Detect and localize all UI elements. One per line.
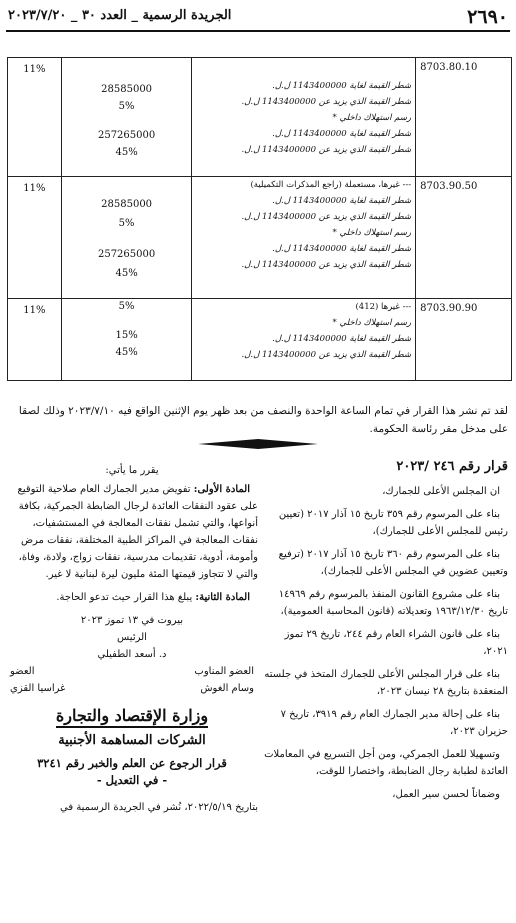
description-cell xyxy=(192,58,416,177)
value-line xyxy=(62,112,192,124)
description-line: شطر القيمة لغاية 1143400000 ل.ل. xyxy=(272,81,412,91)
value-line: 28585000 xyxy=(101,199,153,210)
preamble-line: بناء على المرسوم رقم ٣٦٠ تاريخ ١٥ آذار ٢٠١٧ (ترفيع وتعيين عضوين في المجلس الأعلى للجمارك)، xyxy=(278,549,508,577)
value-line: 28585000 xyxy=(101,84,153,95)
ministry-heading: وزارة الإقتصاد والتجارة xyxy=(55,706,209,725)
values-cell xyxy=(61,299,192,381)
article-2-text: يبلغ هذا القرار حيث تدعو الحاجة. xyxy=(56,592,193,603)
description-line: شطر القيمة لغاية 1143400000 ل.ل. xyxy=(272,196,412,206)
description-line: شطر القيمة الذي يزيد عن 1143400000 ل.ل. xyxy=(241,350,412,360)
tariff-code-cell: 8703.90.90 xyxy=(416,299,512,381)
value-line xyxy=(62,177,192,191)
preamble-line: بناء على المرسوم رقم ٣٥٩ تاريخ ١٥ آذار ٢٠١٧ (تعيين رئيس للمجلس الأعلى للجمارك)، xyxy=(278,509,508,537)
value-line: 45% xyxy=(115,147,138,158)
publication-note: لقد تم نشر هذا القرار في تمام الساعة الواحدة والنصف من بعد ظهر يوم الإثنين الواقع فيه ٢٠٢٣/٧/١٠ وذلك لصقا على مدخل مقر رئاسة الحكومة. xyxy=(18,405,508,435)
value-line: 5% xyxy=(118,301,135,312)
table-row xyxy=(8,58,512,177)
description-line xyxy=(196,61,411,75)
decision-246 xyxy=(262,458,508,809)
value-line xyxy=(62,312,192,324)
decision-subheading: - في التعديل - xyxy=(96,773,168,787)
decision-articles xyxy=(6,462,258,816)
description-line: شطر القيمة لغاية 1143400000 ل.ل. xyxy=(272,334,412,344)
value-line: 45% xyxy=(115,347,138,358)
table-row xyxy=(8,177,512,299)
value-line xyxy=(62,229,192,241)
description-line: --- غيرها، مستعملة (راجع المذكرات التكميلية) xyxy=(250,180,412,190)
description-line: شطر القيمة الذي يزيد عن 1143400000 ل.ل. xyxy=(241,260,412,270)
rate-cell: 11% xyxy=(8,299,62,381)
president-name: د. أسعد الطفيلي xyxy=(97,649,167,660)
preamble-line: بناء على مشروع القانون المنفذ بالمرسوم رقم ١٤٩٦٩ تاريخ ١٩٦٣/١٢/٣٠ وتعديلاته (قانون المحاسبة العمومية)، xyxy=(278,589,508,617)
signatures-titles xyxy=(6,663,258,680)
values-cell xyxy=(61,177,192,299)
preamble-line: وضماناً لحسن سير العمل، xyxy=(392,789,500,800)
description-line: رسم استهلاك داخلي * xyxy=(332,228,412,238)
value-line xyxy=(62,58,192,72)
preamble-line: بناء على قرار المجلس الأعلى للجمارك المتخذ في جلسته المنعقدة بتاريخ ٢٨ نيسان ٢٠٢٣، xyxy=(264,669,508,697)
table-row xyxy=(8,299,512,381)
resolves-heading: يقرر ما يأتي: xyxy=(105,465,159,476)
body-text: بتاريخ ٢٠٢٢/٥/١٩، نُشر في الجريدة الرسمية في xyxy=(60,802,258,813)
value-line: 5% xyxy=(118,101,135,112)
values-cell xyxy=(61,58,192,177)
rate-cell: 11% xyxy=(8,177,62,299)
preamble-line: بناء على قانون الشراء العام رقم ٢٤٤، تاريخ ٢٩ تموز ٢٠٢١، xyxy=(284,629,508,657)
description-line: شطر القيمة الذي يزيد عن 1143400000 ل.ل. xyxy=(241,212,412,222)
tariff-code-cell: 8703.80.10 xyxy=(416,58,512,177)
member-name: وسام الغوش xyxy=(200,683,254,694)
heading-rule xyxy=(56,726,207,728)
member-title: العضو المناوب xyxy=(194,666,254,677)
article-1-label: المادة الأولى: xyxy=(193,484,250,495)
rate-cell: 11% xyxy=(8,58,62,177)
description-line: شطر القيمة لغاية 1143400000 ل.ل. xyxy=(272,244,412,254)
article-1 xyxy=(6,481,258,583)
section-heading: الشركات المساهمة الأجنبية xyxy=(58,733,206,748)
description-line: رسم استهلاك داخلي * xyxy=(332,318,412,328)
member-name: غراسيا القزي xyxy=(10,683,66,694)
description-line: رسم استهلاك داخلي * xyxy=(332,113,412,123)
preamble-line: وتسهيلا للعمل الجمركي، ومن أجل التسريع في المعاملات العائدة لطبابة رجال الضابطة، واختصارا للوقت، xyxy=(264,749,508,777)
article-1-text: تفويض مدير الجمارك العام صلاحية التوقيع على عقود النفقات العائدة لرجال الضابطة الجمركية، بكافة أنواعها، والتي تشمل نفقات المعالجة في المستشفيات، نفقات المعالجة في المراكز الطبية المختلفة، نفقات مرض وأمومة، أدوية، تقديمات مدرسية، نفقات زواج، ولادة، وفاة، والتي لا تتجاوز قيمتها المئة مليون ليرة لبنانية لا غير. xyxy=(17,484,258,580)
article-2-label: المادة الثانية: xyxy=(195,592,250,603)
decision-heading: قرار الرجوع عن العلم والخبر رقم ٣٢٤١ xyxy=(37,756,227,770)
value-line: 5% xyxy=(118,218,135,229)
member-title: العضو xyxy=(10,666,35,677)
description-cell xyxy=(192,299,416,381)
value-line: 257265000 xyxy=(97,130,156,141)
description-line: شطر القيمة الذي يزيد عن 1143400000 ل.ل. xyxy=(241,145,412,155)
description-cell xyxy=(192,177,416,299)
description-line: --- غيرها (412) xyxy=(355,302,412,312)
article-2 xyxy=(6,589,258,606)
place-date: بيروت في ١٣ تموز ٢٠٢٣ xyxy=(80,615,184,626)
signatures-names xyxy=(6,680,258,697)
page-number: ٢٦٩٠ xyxy=(467,6,508,28)
tariff-table xyxy=(7,57,512,381)
value-line: 257265000 xyxy=(97,249,156,260)
decision-title: قرار رقم ٢٤٦ /٢٠٢٣ xyxy=(396,459,508,474)
preamble-line: بناء على إحالة مدير الجمارك العام رقم ٣٩١٩، تاريخ ٧ حزيران ٢٠٢٣، xyxy=(280,709,508,737)
president-title: الرئيس xyxy=(117,632,147,643)
section-divider xyxy=(198,439,318,449)
description-line: شطر القيمة الذي يزيد عن 1143400000 ل.ل. xyxy=(241,97,412,107)
tariff-code-cell: 8703.90.50 xyxy=(416,177,512,299)
value-line: 15% xyxy=(115,330,138,341)
preamble-line: ان المجلس الأعلى للجمارك، xyxy=(382,486,500,497)
description-line: شطر القيمة لغاية 1143400000 ل.ل. xyxy=(272,129,412,139)
running-title: الجريدة الرسمية _ العدد ٣٠ _ ٢٠٢٣/٧/٢٠ xyxy=(8,8,232,23)
value-line: 45% xyxy=(115,268,138,279)
page-header xyxy=(6,6,510,32)
